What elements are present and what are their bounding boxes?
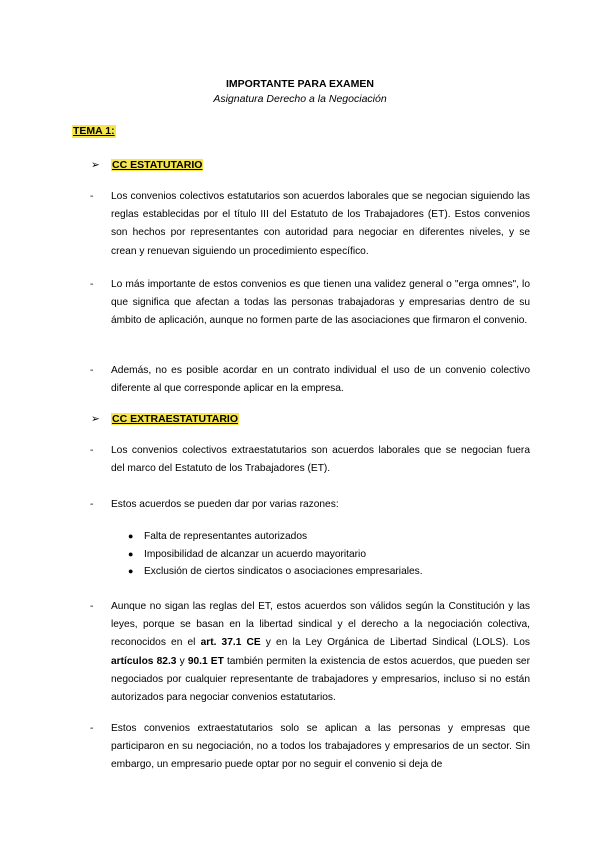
dash-bullet: - [90, 499, 94, 510]
list-item-text: Imposibilidad de alcanzar un acuerdo mayoritario [144, 548, 366, 560]
arrow-bullet-icon: ➢ [91, 159, 100, 171]
bullet-dot-icon: ● [128, 531, 134, 541]
tema-heading: TEMA 1: [73, 125, 115, 137]
section-label-extraestatutario: CC EXTRAESTATUTARIO [112, 413, 238, 425]
dash-bullet: - [90, 365, 94, 376]
paragraph-text: Estos convenios extraestatutarios solo se aplican a las personas y empresas que participaron en su negociación, no a todos los trabajadores y empresarios de un sector. Sin embargo, un empresario puede optar por no seguir el convenio si deja de [111, 723, 530, 771]
paragraph-text: Los convenios colectivos extraestatutarios son acuerdos laborales que se negocian fuera del marco del Estatuto de los Trabajadores (ET). [111, 445, 530, 475]
text-run: y [176, 655, 188, 667]
paragraph-text: Los convenios colectivos estatutarios son acuerdos laborales que se negocian siguiendo las reglas establecidas por el título III del Estatuto de los Trabajadores (ET). Estos convenios son hechos por representantes con autoridad para negociar en diferentes niveles, y se crean y renuevan siguiendo un procedimiento específico. [111, 191, 530, 257]
document-subtitle: Asignatura Derecho a la Negociación [213, 93, 387, 105]
dash-bullet: - [90, 279, 94, 290]
text-run: Aunque no sigan las reglas del ET, estos acuerdos son válidos según la Constitución y las leyes, porque se basan en la libertad sindical y el derecho a la negociación colectiva, reconocidos en el [111, 601, 530, 649]
section-label-estatutario: CC ESTATUTARIO [112, 159, 203, 171]
bullet-dot-icon: ● [128, 548, 134, 559]
arrow-bullet-icon: ➢ [91, 413, 100, 425]
dash-bullet: - [90, 445, 94, 456]
paragraph-text: Estos acuerdos se pueden dar por varias razones: [111, 499, 339, 510]
bold-reference: 90.1 ET [187, 655, 224, 667]
paragraph-text: Además, no es posible acordar en un contrato individual el uso de un convenio colectivo diferente al que corresponde aplicar en la empresa. [111, 365, 530, 395]
paragraph-text: Lo más importante de estos convenios es que tienen una validez general o "erga omnes", lo que significa que afectan a todas las personas trabajadoras y empresarias dentro de su ámbito de aplicación, aunque no formen parte de las asociaciones que firmaron el convenio. [111, 279, 530, 327]
section-heading-estatutario [91, 159, 203, 172]
dash-bullet: - [90, 601, 94, 612]
document-title: IMPORTANTE PARA EXAMEN [226, 78, 374, 90]
text-run: y en la Ley Orgánica de Libertad Sindical (LOLS). Los [260, 637, 530, 649]
bold-reference: art. 37.1 CE [200, 637, 261, 649]
list-item-text: Falta de representantes autorizados [144, 531, 308, 542]
paragraph-text [111, 598, 530, 707]
text-run: también permiten la existencia de estos acuerdos, que pueden ser negociados por cualquier representante de trabajadores y empresarios, incluso si no están autorizados para negociar convenios estatutarios. [111, 655, 530, 704]
dash-bullet: - [90, 723, 94, 734]
list-item [128, 528, 508, 546]
bold-reference: artículos 82.3 [111, 655, 177, 667]
list-item [128, 563, 508, 581]
list-item-text: Exclusión de ciertos sindicatos o asociaciones empresariales. [144, 566, 423, 577]
reasons-list [128, 528, 508, 581]
section-heading-extraestatutario [91, 413, 239, 426]
dash-bullet: - [90, 191, 94, 202]
bullet-dot-icon: ● [128, 566, 134, 576]
list-item [128, 546, 508, 564]
